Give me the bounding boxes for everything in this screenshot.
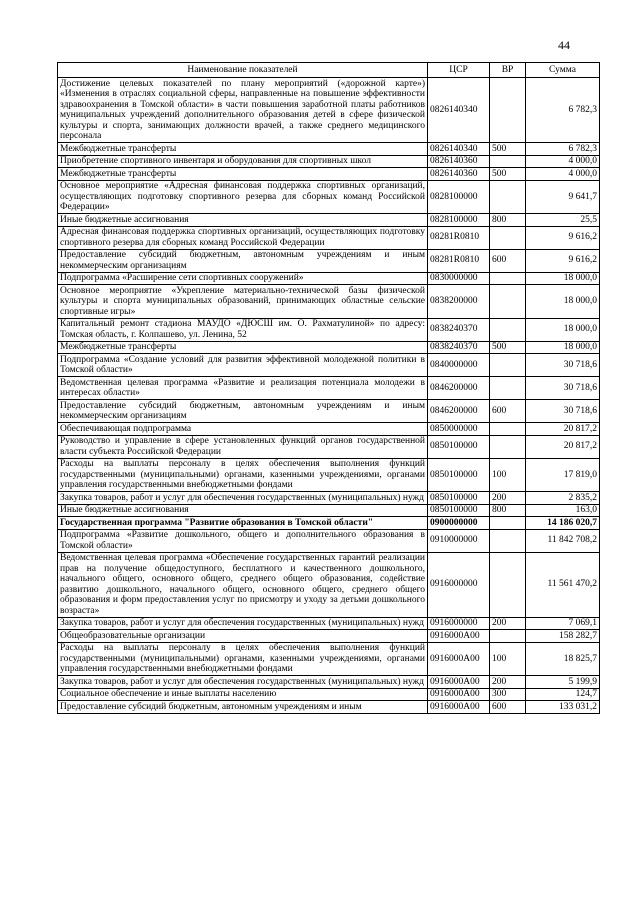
row-csr-cell: 0916000А00 [428, 630, 490, 643]
row-vr-cell: 800 [490, 504, 526, 517]
page-number: 44 [558, 38, 570, 52]
row-csr-cell: 08281R0810 [428, 249, 490, 272]
header-vr: ВР [490, 63, 526, 78]
table-row [58, 552, 600, 617]
row-sum-cell: 18 825,7 [526, 642, 600, 676]
row-name-cell: Достижение целевых показателей по плану мероприятий («дорожной карте») «Изменения в отраслях социальной сферы, направленные на повышение эффективности здравоохранения в Томской области» в части повышения заработной платы работников муниципальных учреждений дополнительного образования детей в сфере физической культуры и спорта, занимающих должности врачей, а также среднего медицинского персонала [58, 78, 428, 143]
row-name-cell: Государственная программа "Развитие образования в Томской области" [58, 517, 428, 530]
row-name-cell: Закупка товаров, работ и услуг для обеспечения государственных (муниципальных) нужд [58, 492, 428, 505]
row-sum-cell: 18 000,0 [526, 285, 600, 319]
row-vr-cell: 500 [490, 168, 526, 181]
row-vr-cell [490, 272, 526, 285]
row-name-cell: Межбюджетные трансферты [58, 143, 428, 156]
row-sum-cell: 7 069,1 [526, 617, 600, 630]
row-name-cell: Общеобразовательные организации [58, 630, 428, 643]
table-row [58, 143, 600, 156]
row-csr-cell: 0826140360 [428, 168, 490, 181]
table-row [58, 155, 600, 168]
row-vr-cell [490, 318, 526, 341]
row-name-cell: Расходы на выплаты персоналу в целях обеспечения выполнения функций государственными (муниципальными) органами, казенными учреждениями, органами управления государственными внебюджетными фондами [58, 642, 428, 676]
table-row [58, 226, 600, 249]
row-sum-cell: 163,0 [526, 504, 600, 517]
table-row [58, 630, 600, 643]
row-sum-cell: 30 718,6 [526, 400, 600, 423]
row-vr-cell [490, 285, 526, 319]
row-vr-cell: 800 [490, 214, 526, 227]
row-vr-cell: 600 [490, 249, 526, 272]
row-sum-cell: 5 199,9 [526, 676, 600, 689]
table-row [58, 249, 600, 272]
table-row [58, 517, 600, 530]
budget-table [57, 62, 600, 714]
row-vr-cell: 500 [490, 143, 526, 156]
row-vr-cell: 600 [490, 701, 526, 714]
row-csr-cell: 0916000А00 [428, 642, 490, 676]
row-csr-cell: 0838240370 [428, 341, 490, 354]
row-sum-cell: 18 000,0 [526, 318, 600, 341]
row-sum-cell: 18 000,0 [526, 272, 600, 285]
table-row [58, 168, 600, 181]
row-vr-cell: 200 [490, 492, 526, 505]
table-row [58, 341, 600, 354]
row-csr-cell: 0826140340 [428, 143, 490, 156]
row-csr-cell: 0850100000 [428, 504, 490, 517]
row-vr-cell [490, 377, 526, 400]
row-name-cell: Предоставление субсидий бюджетным, автономным учреждениям и иным некоммерческим организациям [58, 400, 428, 423]
row-name-cell: Предоставление субсидий бюджетным, автономным учреждениям и иным [58, 701, 428, 714]
row-vr-cell: 200 [490, 676, 526, 689]
table-row [58, 492, 600, 505]
row-sum-cell: 14 186 020,7 [526, 517, 600, 530]
row-vr-cell [490, 180, 526, 214]
table-row [58, 676, 600, 689]
row-csr-cell: 0828100000 [428, 180, 490, 214]
row-name-cell: Социальное обеспечение и иные выплаты населению [58, 688, 428, 701]
row-sum-cell: 25,5 [526, 214, 600, 227]
table-row [58, 285, 600, 319]
row-name-cell: Закупка товаров, работ и услуг для обеспечения государственных (муниципальных) нужд [58, 617, 428, 630]
row-sum-cell: 18 000,0 [526, 341, 600, 354]
row-csr-cell: 08281R0810 [428, 226, 490, 249]
row-sum-cell: 11 561 470,2 [526, 552, 600, 617]
row-csr-cell: 0910000000 [428, 529, 490, 552]
row-name-cell: Иные бюджетные ассигнования [58, 214, 428, 227]
row-csr-cell: 0838200000 [428, 285, 490, 319]
row-csr-cell: 0900000000 [428, 517, 490, 530]
table-body [58, 78, 600, 714]
table-row [58, 688, 600, 701]
row-name-cell: Обеспечивающая подпрограмма [58, 423, 428, 436]
header-sum: Сумма [526, 63, 600, 78]
row-sum-cell: 6 782,3 [526, 143, 600, 156]
row-name-cell: Основное мероприятие «Укрепление материально-технической базы физической культуры и спорта муниципальных образований, принимающих областные сельские спортивные игры» [58, 285, 428, 319]
row-vr-cell [490, 435, 526, 458]
row-sum-cell: 30 718,6 [526, 377, 600, 400]
table-row [58, 400, 600, 423]
row-sum-cell: 9 616,2 [526, 249, 600, 272]
row-vr-cell [490, 155, 526, 168]
row-vr-cell [490, 517, 526, 530]
row-name-cell: Ведомственная целевая программа «Развитие и реализация потенциала молодежи в интересах области» [58, 377, 428, 400]
table-row [58, 377, 600, 400]
row-vr-cell: 300 [490, 688, 526, 701]
row-csr-cell: 0840000000 [428, 354, 490, 377]
row-sum-cell: 124,7 [526, 688, 600, 701]
row-name-cell: Основное мероприятие «Адресная финансовая поддержка спортивных организаций, осуществляющих подготовку спортивного резерва для сборных команд Российской Федерации» [58, 180, 428, 214]
table-row [58, 642, 600, 676]
row-vr-cell [490, 529, 526, 552]
row-name-cell: Закупка товаров, работ и услуг для обеспечения государственных (муниципальных) нужд [58, 676, 428, 689]
row-sum-cell: 4 000,0 [526, 155, 600, 168]
row-csr-cell: 0916000000 [428, 552, 490, 617]
row-csr-cell: 0916000000 [428, 617, 490, 630]
row-csr-cell: 0850000000 [428, 423, 490, 436]
row-vr-cell: 100 [490, 458, 526, 492]
row-name-cell: Капитальный ремонт стадиона МАУДО «ДЮСШ им. О. Рахматулиной» по адресу: Томская область, г. Колпашево, ул. Ленина, 52 [58, 318, 428, 341]
row-name-cell: Приобретение спортивного инвентаря и оборудования для спортивных школ [58, 155, 428, 168]
row-name-cell: Адресная финансовая поддержка спортивных организаций, осуществляющих подготовку спортивного резерва для сборных команд Российской Федерации [58, 226, 428, 249]
row-csr-cell: 0846200000 [428, 377, 490, 400]
row-csr-cell: 0826140340 [428, 78, 490, 143]
row-csr-cell: 0916000А00 [428, 688, 490, 701]
table-row [58, 214, 600, 227]
table-row [58, 504, 600, 517]
row-name-cell: Иные бюджетные ассигнования [58, 504, 428, 517]
table-row [58, 180, 600, 214]
row-sum-cell: 9 641,7 [526, 180, 600, 214]
row-vr-cell [490, 552, 526, 617]
row-vr-cell [490, 630, 526, 643]
row-sum-cell: 9 616,2 [526, 226, 600, 249]
row-csr-cell: 0828100000 [428, 214, 490, 227]
row-name-cell: Ведомственная целевая программа «Обеспечение государственных гарантий реализации прав на получение общедоступного, бесплатного и качественного дошкольного, начального общего, основного общего, среднего общего образования, содействие развитию дошкольного, начального общего, основного общего, среднего общего образования и форм предоставления услуг по присмотру и уходу за детьми дошкольного возраста» [58, 552, 428, 617]
row-name-cell: Расходы на выплаты персоналу в целях обеспечения выполнения функций государственными (муниципальными) органами, казенными учреждениями, органами управления государственными внебюджетными фондами [58, 458, 428, 492]
row-sum-cell: 30 718,6 [526, 354, 600, 377]
row-vr-cell: 600 [490, 400, 526, 423]
row-sum-cell: 133 031,2 [526, 701, 600, 714]
row-sum-cell: 20 817,2 [526, 435, 600, 458]
header-name: Наименование показателей [58, 63, 428, 78]
row-vr-cell [490, 423, 526, 436]
table-row [58, 272, 600, 285]
row-csr-cell: 0916000А00 [428, 701, 490, 714]
row-csr-cell: 0850100000 [428, 458, 490, 492]
row-sum-cell: 17 819,0 [526, 458, 600, 492]
row-name-cell: Предоставление субсидий бюджетным, автономным учреждениям и иным некоммерческим организациям [58, 249, 428, 272]
table-row [58, 458, 600, 492]
table-row [58, 617, 600, 630]
row-sum-cell: 20 817,2 [526, 423, 600, 436]
table-row [58, 78, 600, 143]
row-csr-cell: 0850100000 [428, 435, 490, 458]
row-csr-cell: 0838240370 [428, 318, 490, 341]
row-vr-cell: 500 [490, 341, 526, 354]
table-row [58, 423, 600, 436]
row-vr-cell: 200 [490, 617, 526, 630]
header-csr: ЦСР [428, 63, 490, 78]
row-vr-cell [490, 354, 526, 377]
row-csr-cell: 0826140360 [428, 155, 490, 168]
table-row [58, 354, 600, 377]
table-row [58, 529, 600, 552]
row-vr-cell: 100 [490, 642, 526, 676]
row-sum-cell: 6 782,3 [526, 78, 600, 143]
row-sum-cell: 11 842 708,2 [526, 529, 600, 552]
row-vr-cell [490, 226, 526, 249]
row-csr-cell: 0830000000 [428, 272, 490, 285]
row-name-cell: Руководство и управление в сфере установленных функций органов государственной власти субъекта Российской Федерации [58, 435, 428, 458]
row-name-cell: Подпрограмма «Создание условий для развития эффективной молодежной политики в Томской области» [58, 354, 428, 377]
row-name-cell: Подпрограмма «Расширение сети спортивных сооружений» [58, 272, 428, 285]
row-name-cell: Подпрограмма «Развитие дошкольного, общего и дополнительного образования в Томской области» [58, 529, 428, 552]
row-csr-cell: 0846200000 [428, 400, 490, 423]
row-csr-cell: 0850100000 [428, 492, 490, 505]
table-row [58, 318, 600, 341]
row-sum-cell: 2 835,2 [526, 492, 600, 505]
table-row [58, 435, 600, 458]
row-csr-cell: 0916000А00 [428, 676, 490, 689]
row-vr-cell [490, 78, 526, 143]
row-sum-cell: 158 282,7 [526, 630, 600, 643]
row-sum-cell: 4 000,0 [526, 168, 600, 181]
row-name-cell: Межбюджетные трансферты [58, 168, 428, 181]
table-header-row [58, 63, 600, 78]
table-row [58, 701, 600, 714]
row-name-cell: Межбюджетные трансферты [58, 341, 428, 354]
